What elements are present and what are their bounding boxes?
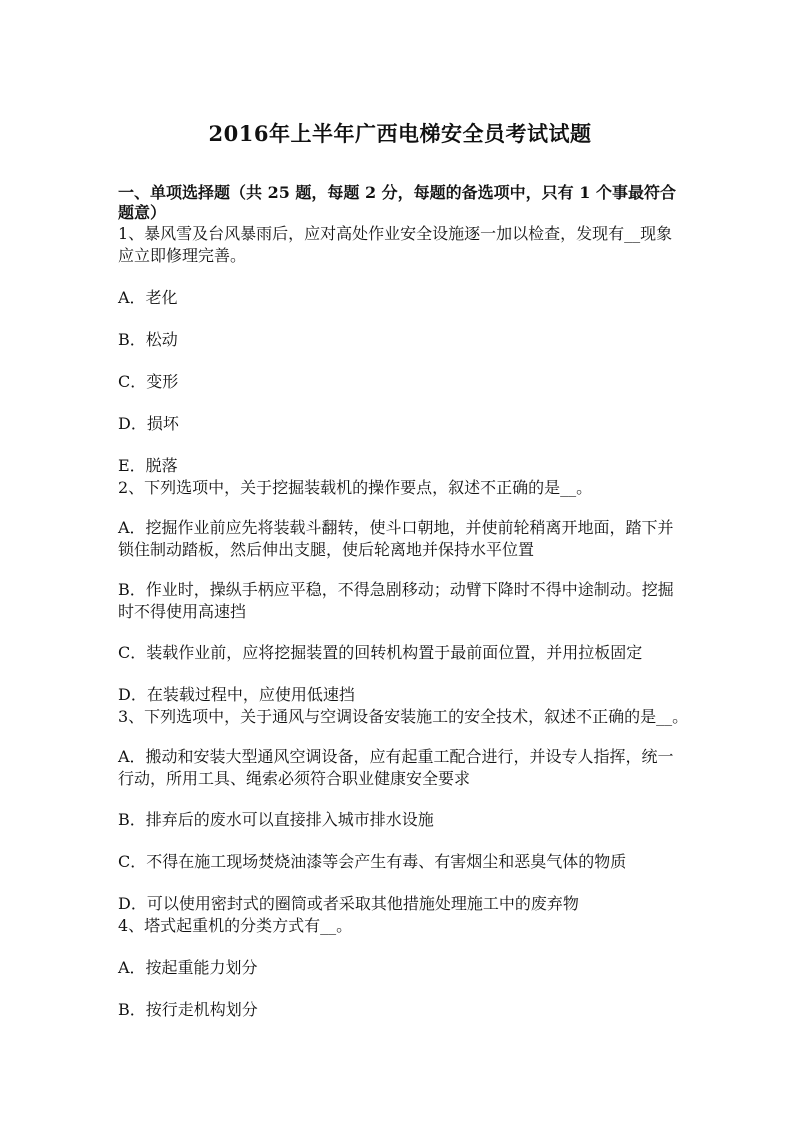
question-4-option-a: A．按起重能力划分: [118, 958, 258, 977]
question-3-stem: 3、下列选项中，关于通风与空调设备安装施工的安全技术，叙述不正确的是__。: [118, 707, 689, 726]
question-1-option-e: E．脱落: [118, 456, 178, 475]
question-2-option-a-line2: 锁住制动踏板，然后伸出支腿，使后轮离地并保持水平位置: [118, 540, 535, 559]
question-2-option-c: C．装载作业前，应将挖掘装置的回转机构置于最前面位置，并用拉板固定: [118, 643, 643, 662]
question-2-option-d: D．在装载过程中，应使用低速挡: [118, 685, 355, 704]
question-3-option-a-line1: A．搬动和安装大型通风空调设备，应有起重工配合进行，并设专人指挥，统一: [118, 747, 674, 766]
question-1-option-c: C．变形: [118, 372, 179, 391]
question-2-option-b-line2: 时不得使用高速挡: [118, 602, 247, 621]
question-1-option-b: B．松动: [118, 330, 178, 349]
question-2-option-a-line1: A．挖掘作业前应先将装载斗翻转，使斗口朝地，并使前轮稍离开地面，踏下并: [118, 518, 674, 537]
question-4-option-b: B．按行走机构划分: [118, 1000, 258, 1019]
question-3-option-d: D．可以使用密封式的圈筒或者采取其他措施处理施工中的废弃物: [118, 894, 579, 913]
question-3-option-a-line2: 行动，所用工具、绳索必须符合职业健康安全要求: [118, 769, 471, 788]
question-1-option-d: D．损坏: [118, 414, 179, 433]
question-3-option-c: C．不得在施工现场焚烧油漆等会产生有毒、有害烟尘和恶臭气体的物质: [118, 852, 627, 871]
question-1-stem-line2: 应立即修理完善。: [118, 246, 247, 265]
page-title: 2016年上半年广西电梯安全员考试试题: [208, 121, 592, 146]
question-2-stem: 2、下列选项中，关于挖掘装载机的操作要点，叙述不正确的是__。: [118, 478, 593, 497]
question-2-option-b-line1: B．作业时，操纵手柄应平稳，不得急剧移动；动臂下降时不得中途制动。挖掘: [118, 580, 674, 599]
question-3-option-b: B．排弃后的废水可以直接排入城市排水设施: [118, 810, 434, 829]
section-heading: 一、单项选择题（共 25 题，每题 2 分，每题的备选项中，只有 1 个事最符合题意）: [118, 183, 676, 222]
question-1-stem-line1: 1、暴风雪及台风暴雨后，应对高处作业安全设施逐一加以检查，发现有__现象: [118, 224, 673, 243]
question-4-stem: 4、塔式起重机的分类方式有__。: [118, 916, 353, 935]
question-1-option-a: A．老化: [118, 288, 178, 307]
